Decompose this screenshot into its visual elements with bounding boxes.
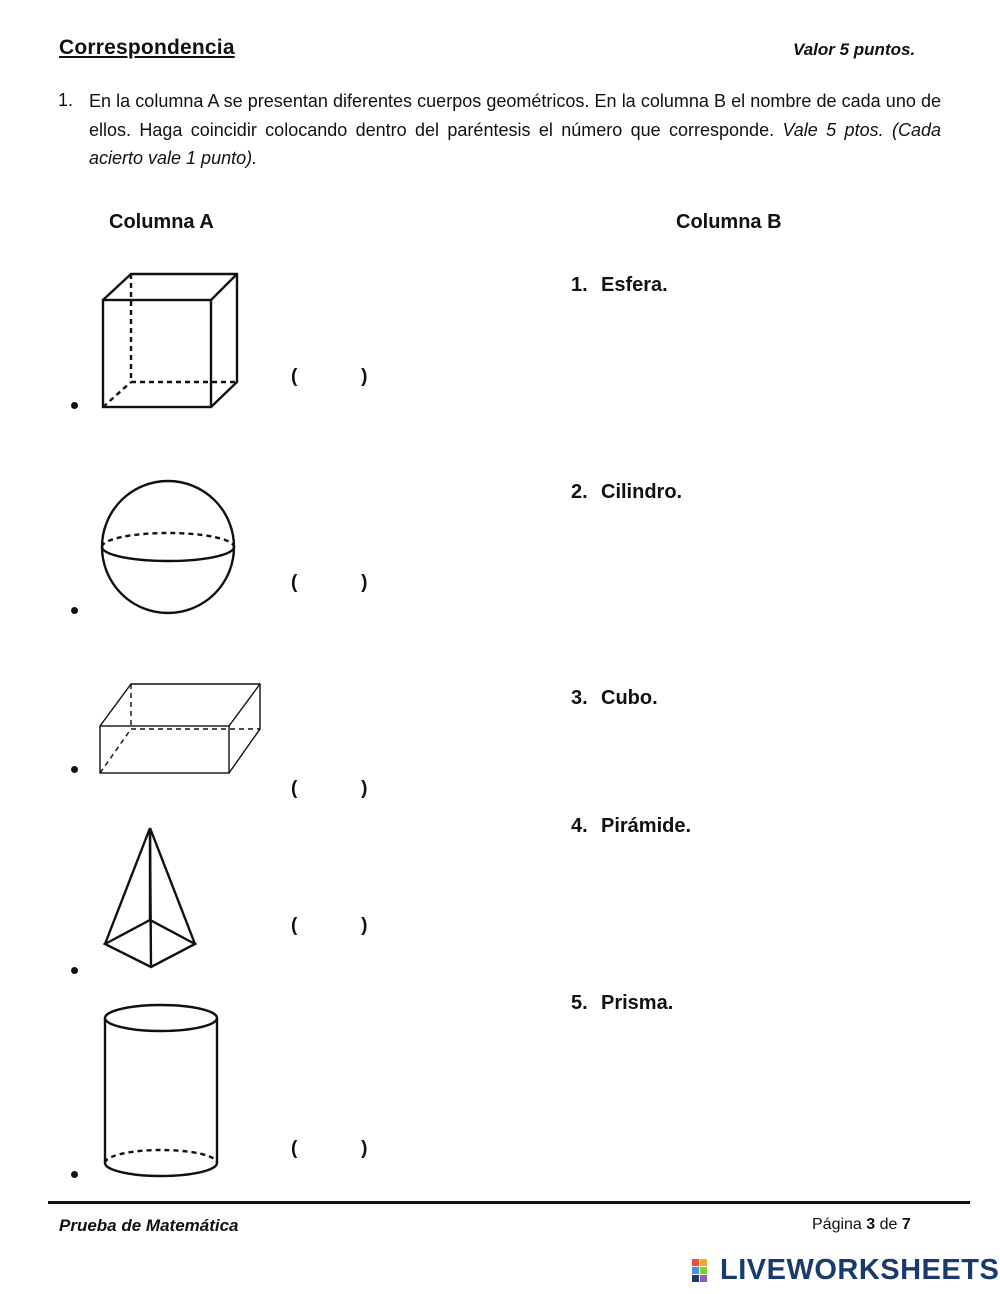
answer-paren-5[interactable]: ( ) [291,1138,368,1159]
column-a-title: Columna A [109,211,214,233]
column-b-title: Columna B [676,211,782,233]
item-label: Prisma. [601,992,674,1014]
bullet-2 [71,607,78,614]
points-value: Valor 5 puntos. [793,40,916,59]
item-number: 5. [571,992,588,1014]
page-total: 7 [901,1216,911,1233]
brand-name: LIVEWORKSHEETS [720,1254,1000,1286]
item-label: Pirámide. [601,815,692,837]
column-b-item-2 [571,481,682,504]
prism-icon [98,682,262,776]
sphere-icon [100,480,240,616]
bullet-1 [71,402,78,409]
answer-paren-2[interactable]: ( ) [291,572,368,593]
pyramid-icon [103,826,199,970]
column-b-item-1 [571,274,668,297]
item-number: 1. [571,274,588,296]
bullet-5 [71,1171,78,1178]
page-number [812,1216,911,1234]
answer-paren-1[interactable]: ( ) [291,366,368,387]
item-number: 4. [571,815,588,837]
question-text [89,87,941,173]
item-label: Esfera. [601,274,668,296]
page-word: Página [812,1216,862,1233]
bullet-3 [71,766,78,773]
item-label: Cubo. [601,687,658,709]
test-name: Prueba de Matemática [59,1216,239,1235]
question-number: 1. [58,90,74,110]
item-number: 3. [571,687,588,709]
page-sep: de [879,1216,898,1233]
section-title: Correspondencia [59,36,235,59]
answer-paren-4[interactable]: ( ) [291,915,368,936]
question-instructions: En la columna A se presentan diferentes cuerpos geométricos. En la columna B el nombre de cada uno de ellos. Haga coincidir colocando dentro del paréntesis el número que corresponde. [89,91,941,140]
bullet-4 [71,967,78,974]
page-current: 3 [866,1216,876,1233]
column-b-item-5 [571,992,673,1015]
answer-paren-3[interactable]: ( ) [291,778,368,799]
liveworksheets-logo[interactable] [692,1254,999,1287]
item-number: 2. [571,481,588,503]
question-note: Vale 5 ptos. (Cada acierto vale 1 punto). [89,119,941,168]
cube-icon [100,272,240,410]
cylinder-icon [103,1003,221,1179]
liveworksheets-icon [692,1259,716,1283]
column-b-item-4 [571,815,691,838]
item-label: Cilindro. [601,481,683,503]
column-b-item-3 [571,687,658,710]
footer-divider [48,1201,970,1204]
